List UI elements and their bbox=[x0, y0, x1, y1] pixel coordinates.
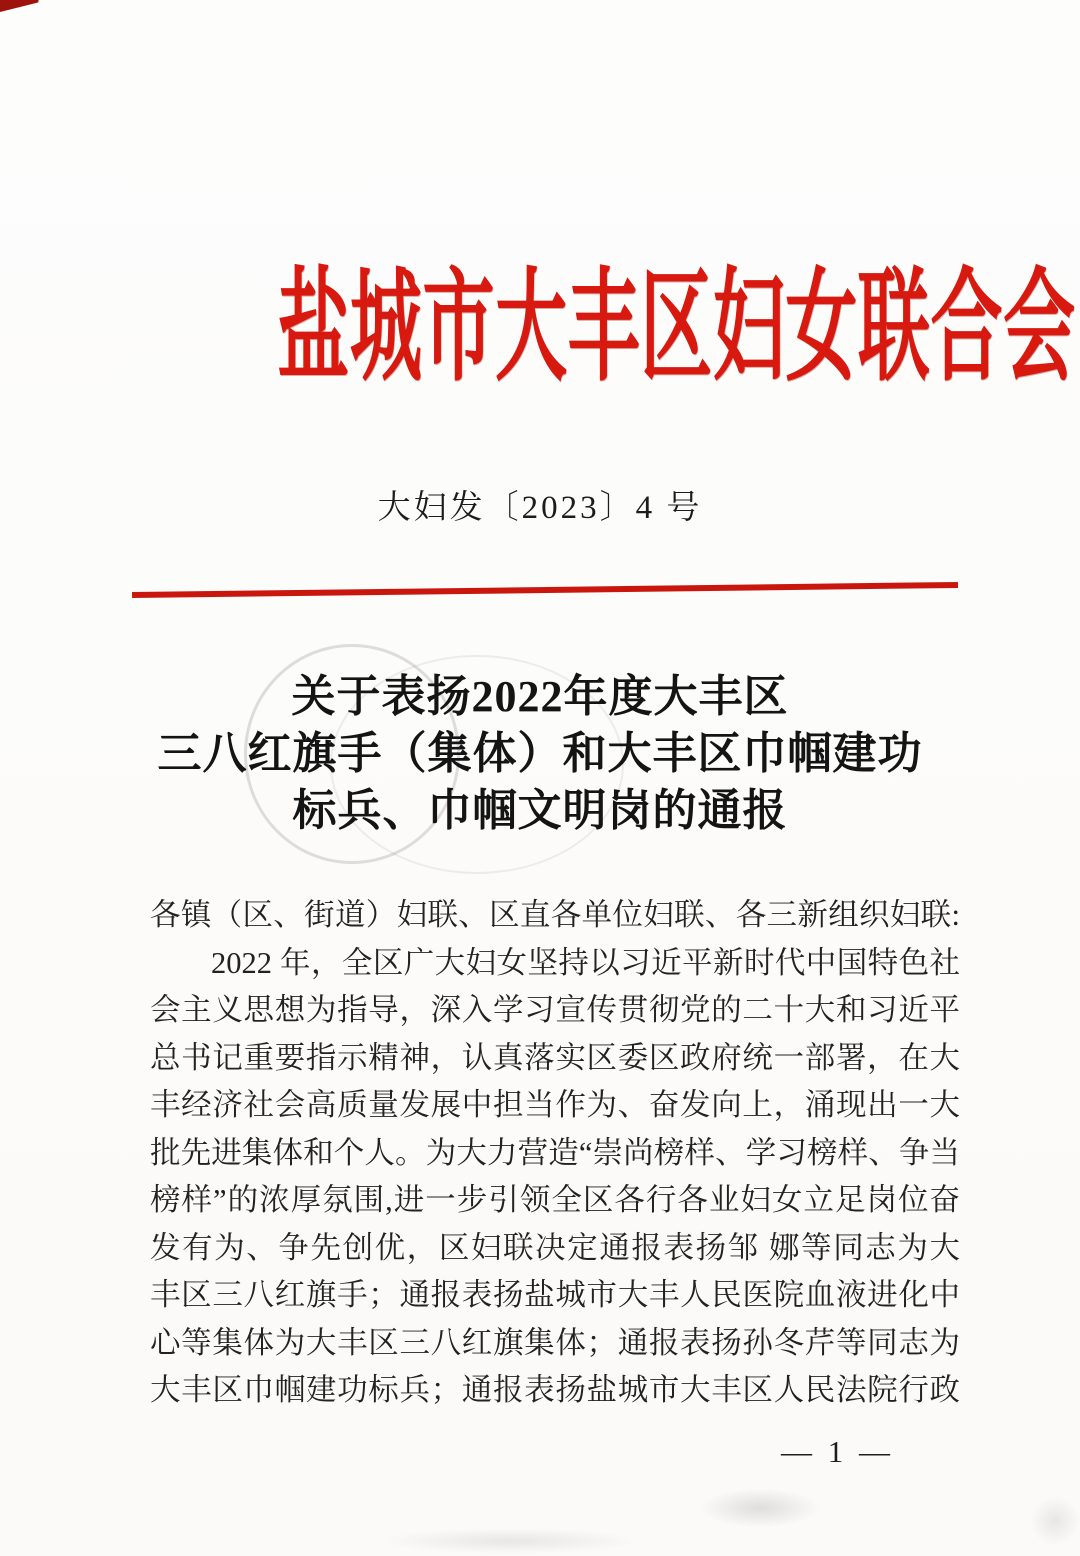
body-line: 会主义思想为指导，深入学习宣传贯彻党的二十大和习近平 bbox=[150, 993, 960, 1027]
red-divider-line bbox=[132, 582, 958, 598]
body-line: 批先进集体和个人。为大力营造“崇尚榜样、学习榜样、争当 bbox=[150, 1135, 960, 1170]
salutation-line: 各镇（区、街道）妇联、区直各单位妇联、各三新组织妇联: bbox=[150, 898, 960, 932]
agency-masthead bbox=[0, 256, 1080, 402]
body-line: 丰经济社会高质量发展中担当作为、奋发向上，涌现出一大 bbox=[150, 1088, 960, 1122]
scan-smudge bbox=[380, 1528, 640, 1554]
document-title-line-3: 标兵、巾帼文明岗的通报 bbox=[292, 786, 788, 835]
body-line: 发有为、争先创优，区妇联决定通报表扬邹 娜等同志为大 bbox=[150, 1230, 960, 1265]
document-number: 大妇发〔2023〕4 号 bbox=[377, 490, 703, 526]
body-line: 榜样”的浓厚氛围,进一步引领全区各行各业妇女立足岗位奋 bbox=[150, 1183, 960, 1217]
scan-artifact-red-corner bbox=[0, 0, 39, 13]
document-title bbox=[0, 668, 1080, 839]
document-body bbox=[150, 892, 960, 1415]
body-line: 大丰区巾帼建功标兵；通报表扬盐城市大丰区人民法院行政 bbox=[150, 1373, 960, 1407]
body-line: 丰区三八红旗手；通报表扬盐城市大丰人民医院血液进化中 bbox=[150, 1278, 960, 1312]
scan-smudge bbox=[700, 1488, 820, 1528]
page-number: — 1 — bbox=[781, 1434, 894, 1469]
document-title-line-1: 关于表扬2022年度大丰区 bbox=[291, 672, 789, 721]
body-line: 总书记重要指示精神，认真落实区委区政府统一部署，在大 bbox=[150, 1040, 960, 1075]
scan-smudge bbox=[1030, 1496, 1080, 1546]
body-line: 心等集体为大丰区三八红旗集体；通报表扬孙冬芹等同志为 bbox=[150, 1325, 960, 1360]
document-title-line-2: 三八红旗手（集体）和大丰区巾帼建功 bbox=[157, 729, 923, 778]
body-line: 2022 年，全区广大妇女坚持以习近平新时代中国特色社 bbox=[211, 945, 960, 980]
agency-name-text: 盐城市大丰区妇女联合会 bbox=[277, 261, 1076, 396]
